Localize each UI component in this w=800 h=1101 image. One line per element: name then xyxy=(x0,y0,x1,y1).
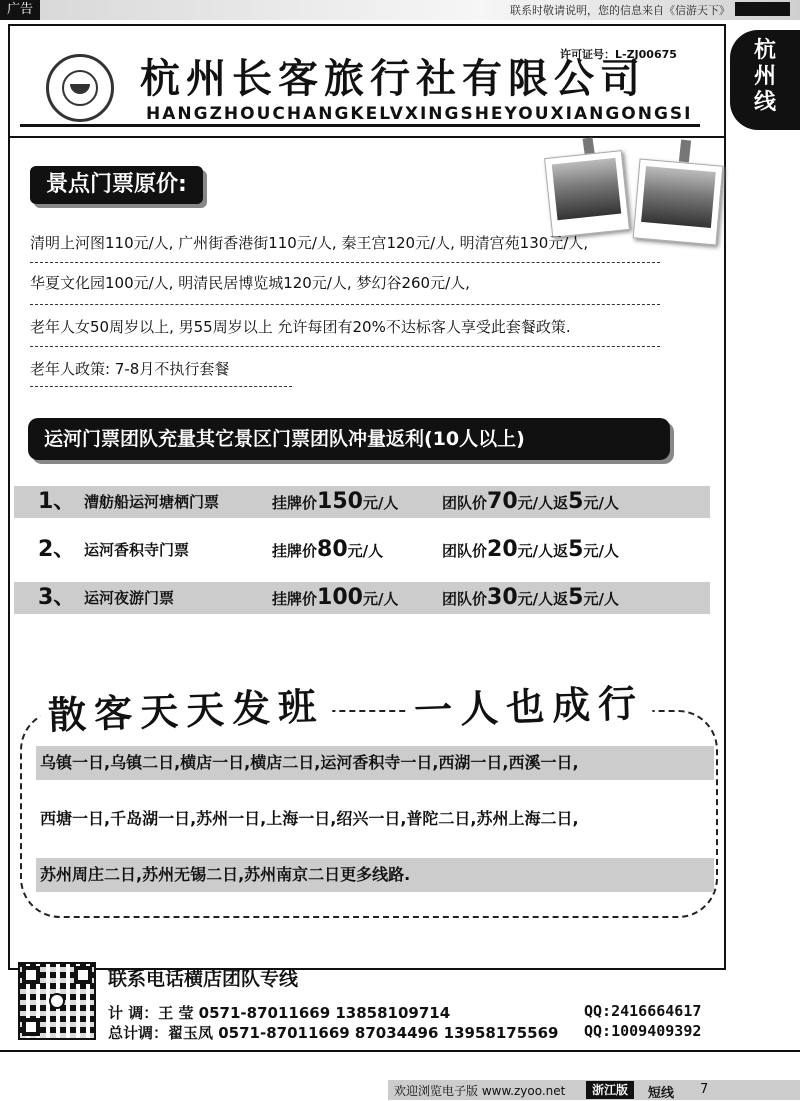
scenic-photo xyxy=(633,158,724,245)
qr-finder xyxy=(22,966,40,984)
license-number: 许可证号：L-ZJ00675 xyxy=(560,48,677,61)
senior-policy-line: 老年人女50周岁以上, 男55周岁以上 允许每团有20%不达标客人享受此套餐政策. xyxy=(30,318,571,336)
region-tab-char: 州 xyxy=(753,64,776,89)
region-tab-char: 线 xyxy=(753,90,776,115)
edition-badge: 浙江版 xyxy=(586,1081,634,1099)
list-price: 挂牌价80元/人 xyxy=(272,537,384,562)
ticket-price-line: 清明上河图110元/人, 广州街香港街110元/人, 秦王宫120元/人, 明清宫苑130元/人, xyxy=(30,234,589,252)
qr-finder xyxy=(22,1018,40,1036)
senior-policy-note: 老年人政策: 7-8月不执行套餐 xyxy=(30,360,230,378)
qr-center-icon xyxy=(49,993,65,1009)
row-number: 2、 xyxy=(38,537,76,562)
dashed-divider xyxy=(30,304,660,305)
team-price: 团队价30元/人返5元/人 xyxy=(442,585,619,610)
region-tab-char: 杭 xyxy=(753,38,776,63)
row-number: 1、 xyxy=(38,489,76,514)
ticket-name: 运河夜游门票 xyxy=(84,589,175,607)
qq-number: QQ:2416664617 xyxy=(584,1002,702,1020)
contact-title: 联系电话横店团队专线 xyxy=(108,968,299,990)
publisher-logo xyxy=(735,2,790,16)
ticket-name: 运河香积寺门票 xyxy=(84,541,190,559)
dashed-divider xyxy=(30,262,660,263)
source-notice: 联系时敬请说明，您的信息来自《信游天下》 xyxy=(510,4,730,17)
footer-welcome: 欢迎浏览电子版 www.zyoo.net xyxy=(394,1084,566,1098)
ticket-price-line: 华夏文化园100元/人, 明清民居博览城120元/人, 梦幻谷260元/人, xyxy=(30,274,470,292)
company-name-pinyin: HANGZHOUCHANGKELVXINGSHEYOUXIANGONGSI xyxy=(146,104,693,124)
dashed-divider xyxy=(30,346,660,347)
ad-label: 广告 xyxy=(0,0,40,20)
page-number: 7 xyxy=(700,1082,709,1097)
slogan-daily-departure: 散客天天发班 xyxy=(39,675,333,740)
slogan-solo-traveler: 一人也成行 xyxy=(405,672,653,736)
route-list-line: 西塘一日,千岛湖一日,苏州一日,上海一日,绍兴一日,普陀二日,苏州上海二日, xyxy=(40,809,579,828)
section-title-canal: 运河门票团队充量其它景区门票团队冲量返利(10人以上) xyxy=(28,418,670,460)
route-list-line: 苏州周庄二日,苏州无锡二日,苏州南京二日更多线路. xyxy=(40,865,411,884)
qq-number: QQ:1009409392 xyxy=(584,1022,702,1040)
bottom-divider xyxy=(0,1050,800,1052)
route-list-line: 乌镇一日,乌镇二日,横店一日,横店二日,运河香积寺一日,西湖一日,西溪一日, xyxy=(40,753,579,772)
company-name: 杭州长客旅行社有限公司 xyxy=(140,56,646,102)
scenic-photo xyxy=(544,150,630,238)
ticket-name: 漕舫船运河塘栖门票 xyxy=(84,493,220,511)
section-title-tickets: 景点门票原价: xyxy=(30,166,203,204)
team-price: 团队价70元/人返5元/人 xyxy=(442,489,619,514)
contact-line-chief: 总计调：翟玉凤 0571-87011669 87034496 13958175569 xyxy=(108,1024,559,1042)
qr-finder xyxy=(74,966,92,984)
header-divider xyxy=(8,136,726,138)
footer-section: 短线 xyxy=(648,1086,675,1101)
contact-line-coordinator: 计 调：王 莹 0571-87011669 13858109714 xyxy=(108,1004,451,1022)
list-price: 挂牌价100元/人 xyxy=(272,585,399,610)
header-divider xyxy=(20,124,700,127)
list-price: 挂牌价150元/人 xyxy=(272,489,399,514)
dashed-divider xyxy=(30,386,292,387)
region-tab xyxy=(730,30,800,130)
row-number: 3、 xyxy=(38,585,76,610)
team-price: 团队价20元/人返5元/人 xyxy=(442,537,619,562)
